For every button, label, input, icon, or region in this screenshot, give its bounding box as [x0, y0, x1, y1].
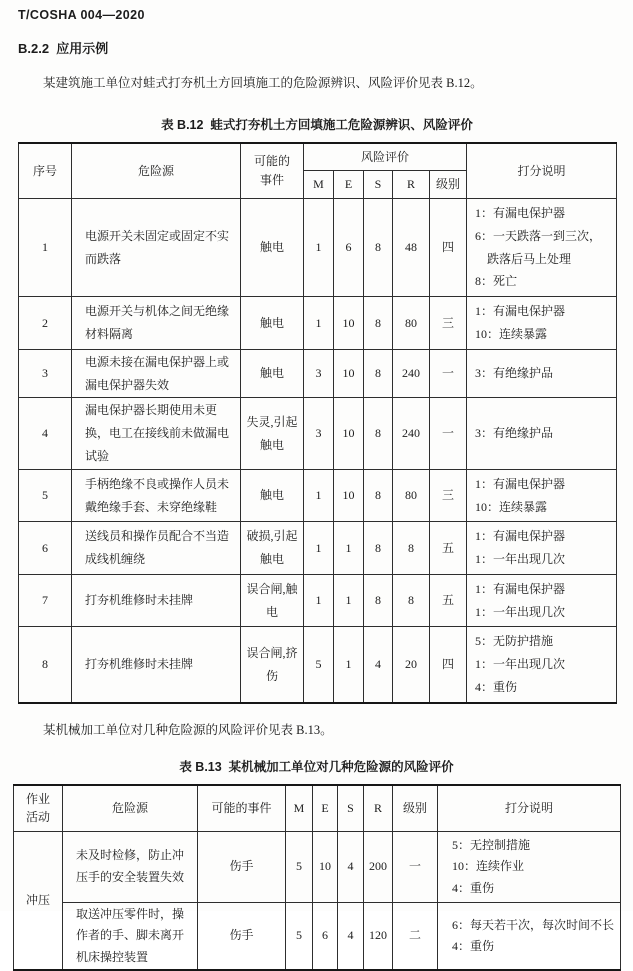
table-b12-row	[19, 469, 617, 522]
m-value-cell: 5	[286, 831, 313, 902]
s-value-cell: 8	[364, 574, 393, 627]
level-cell: 三	[430, 469, 467, 522]
table-b13-body	[14, 831, 621, 970]
r-value-cell: 20	[393, 627, 430, 703]
note-line: 10：连续暴露	[475, 499, 548, 514]
seq-cell: 8	[19, 627, 72, 703]
col-header-notes: 打分说明	[438, 785, 621, 832]
col-header-m: M	[286, 785, 313, 832]
col-header-hazard: 危险源	[72, 143, 241, 199]
m-value-cell: 1	[304, 574, 334, 627]
note-line: 4：重伤	[475, 680, 518, 695]
col-header-m: M	[304, 171, 334, 199]
seq-cell: 7	[19, 574, 72, 627]
event-cell: 误合闸,触电	[241, 574, 304, 627]
m-value-cell: 1	[304, 469, 334, 522]
level-cell: 一	[430, 398, 467, 469]
s-value-cell: 8	[364, 349, 393, 398]
col-header-r: R	[364, 785, 393, 832]
event-cell: 伤手	[198, 831, 286, 902]
table-b12-row	[19, 627, 617, 703]
notes-cell	[438, 902, 621, 970]
activity-cell: 冲压	[14, 831, 63, 970]
seq-cell: 2	[19, 297, 72, 350]
r-value-cell: 200	[364, 831, 393, 902]
note-line: 1：有漏电保护器	[475, 581, 566, 596]
note-line: 1：有漏电保护器	[475, 529, 566, 544]
event-cell: 触电	[241, 469, 304, 522]
note-line: 8：死亡	[475, 274, 518, 289]
col-header-event: 可能的事件	[198, 785, 286, 832]
level-cell: 二	[393, 902, 438, 970]
note-line: 3：有绝缘护品	[475, 426, 554, 441]
r-value-cell: 80	[393, 469, 430, 522]
col-header-e: E	[334, 171, 364, 199]
e-value-cell: 6	[334, 198, 364, 296]
table-b12-row	[19, 349, 617, 398]
note-line: 1：有漏电保护器	[475, 205, 566, 220]
note-line: 6：每天若干次，每次时间不长	[452, 917, 615, 932]
note-line: 4：重伤	[452, 880, 495, 895]
m-value-cell: 5	[286, 902, 313, 970]
e-value-cell: 1	[334, 574, 364, 627]
event-cell: 失灵,引起触电	[241, 398, 304, 469]
m-value-cell: 3	[304, 398, 334, 469]
hazard-cell: 漏电保护器长期使用未更换，电工在接线前未做漏电试验	[72, 398, 241, 469]
m-value-cell: 1	[304, 297, 334, 350]
table-b12	[18, 142, 617, 704]
note-line: 5：无防护措施	[475, 634, 554, 649]
e-value-cell: 10	[313, 831, 338, 902]
m-value-cell: 5	[304, 627, 334, 703]
table-b13-row	[14, 831, 621, 902]
note-line: 1：一年出现几次	[475, 552, 566, 567]
note-line: 1：有漏电保护器	[475, 476, 566, 491]
doc-number: T/COSHA 004—2020	[18, 8, 145, 22]
notes-cell	[467, 522, 617, 575]
col-header-risk-eval: 风险评价	[304, 143, 467, 171]
hazard-cell: 打夯机维修时未挂牌	[72, 574, 241, 627]
header-row	[19, 143, 617, 171]
hazard-cell: 电源开关未固定或固定不实而跌落	[72, 198, 241, 296]
hazard-cell: 手柄绝缘不良或操作人员未戴绝缘手套、未穿绝缘鞋	[72, 469, 241, 522]
event-cell: 破损,引起触电	[241, 522, 304, 575]
col-header-activity: 作业活动	[14, 785, 63, 832]
e-value-cell: 10	[334, 469, 364, 522]
note-line: 6：一天跌落一到三次，跌落后马上处理	[475, 228, 602, 266]
level-cell: 四	[430, 627, 467, 703]
r-value-cell: 8	[393, 522, 430, 575]
col-header-level: 级别	[430, 171, 467, 199]
table-b13	[13, 784, 621, 971]
e-value-cell: 1	[334, 522, 364, 575]
hazard-cell: 未及时检修，防止冲压手的安全装置失效	[63, 831, 198, 902]
seq-cell: 6	[19, 522, 72, 575]
note-line: 4：重伤	[452, 938, 495, 953]
notes-cell	[438, 831, 621, 902]
s-value-cell: 4	[338, 902, 364, 970]
col-header-e: E	[313, 785, 338, 832]
hazard-cell: 打夯机维修时未挂牌	[72, 627, 241, 703]
s-value-cell: 8	[364, 469, 393, 522]
m-value-cell: 1	[304, 198, 334, 296]
level-cell: 四	[430, 198, 467, 296]
note-line: 10：连续暴露	[475, 326, 548, 341]
col-header-hazard: 危险源	[63, 785, 198, 832]
note-line: 1：一年出现几次	[475, 604, 566, 619]
seq-cell: 4	[19, 398, 72, 469]
r-value-cell: 120	[364, 902, 393, 970]
seq-cell: 1	[19, 198, 72, 296]
level-cell: 一	[430, 349, 467, 398]
s-value-cell: 8	[364, 297, 393, 350]
header-row	[14, 785, 621, 832]
event-cell: 伤手	[198, 902, 286, 970]
event-cell: 触电	[241, 349, 304, 398]
s-value-cell: 4	[338, 831, 364, 902]
hazard-cell: 取送冲压零件时，操作者的手、脚未离开机床操控装置	[63, 902, 198, 970]
table-b13-header	[14, 785, 621, 832]
table-b12-caption: 表 B.12 蛙式打夯机土方回填施工危险源辨识、风险评价	[161, 117, 473, 132]
note-line: 5：无控制措施	[452, 837, 531, 852]
s-value-cell: 4	[364, 627, 393, 703]
col-header-r: R	[393, 171, 430, 199]
e-value-cell: 1	[334, 627, 364, 703]
note-line: 1：一年出现几次	[475, 657, 566, 672]
table-b12-header	[19, 143, 617, 199]
m-value-cell: 1	[304, 522, 334, 575]
notes-cell	[467, 198, 617, 296]
level-cell: 一	[393, 831, 438, 902]
table-b12-row	[19, 198, 617, 296]
r-value-cell: 240	[393, 398, 430, 469]
event-cell: 误合闸,挤伤	[241, 627, 304, 703]
seq-cell: 3	[19, 349, 72, 398]
s-value-cell: 8	[364, 522, 393, 575]
table-b12-row	[19, 574, 617, 627]
notes-cell	[467, 574, 617, 627]
notes-cell	[467, 627, 617, 703]
e-value-cell: 10	[334, 297, 364, 350]
intro-paragraph-b12: 某建筑施工单位对蛙式打夯机土方回填施工的危险源辨识、风险评价见表 B.12。	[43, 76, 483, 90]
table-b13-caption: 表 B.13 某机械加工单位对几种危险源的风险评价	[179, 759, 454, 774]
m-value-cell: 3	[304, 349, 334, 398]
col-header-level: 级别	[393, 785, 438, 832]
notes-cell	[467, 297, 617, 350]
level-cell: 五	[430, 522, 467, 575]
r-value-cell: 80	[393, 297, 430, 350]
e-value-cell: 10	[334, 398, 364, 469]
r-value-cell: 8	[393, 574, 430, 627]
table-b12-row	[19, 297, 617, 350]
r-value-cell: 240	[393, 349, 430, 398]
e-value-cell: 10	[334, 349, 364, 398]
seq-cell: 5	[19, 469, 72, 522]
hazard-cell: 送线员和操作员配合不当造成线机缠绕	[72, 522, 241, 575]
level-cell: 三	[430, 297, 467, 350]
section-heading: B.2.2 应用示例	[18, 41, 109, 56]
note-line: 1：有漏电保护器	[475, 304, 566, 319]
notes-cell	[467, 469, 617, 522]
table-b12-row	[19, 522, 617, 575]
col-header-notes: 打分说明	[467, 143, 617, 199]
s-value-cell: 8	[364, 198, 393, 296]
table-b12-body	[19, 198, 617, 702]
note-line: 10：连续作业	[452, 859, 525, 874]
event-cell: 触电	[241, 297, 304, 350]
event-cell: 触电	[241, 198, 304, 296]
col-header-s: S	[364, 171, 393, 199]
table-b12-row	[19, 398, 617, 469]
intro-paragraph-b13: 某机械加工单位对几种危险源的风险评价见表 B.13。	[43, 722, 333, 737]
notes-cell	[467, 349, 617, 398]
col-header-seq: 序号	[19, 143, 72, 199]
s-value-cell: 8	[364, 398, 393, 469]
e-value-cell: 6	[313, 902, 338, 970]
notes-cell	[467, 398, 617, 469]
hazard-cell: 电源未接在漏电保护器上或漏电保护器失效	[72, 349, 241, 398]
level-cell: 五	[430, 574, 467, 627]
hazard-cell: 电源开关与机体之间无绝缘材料隔离	[72, 297, 241, 350]
r-value-cell: 48	[393, 198, 430, 296]
note-line: 3：有绝缘护品	[475, 366, 554, 381]
col-header-s: S	[338, 785, 364, 832]
col-header-event: 可能的事件	[241, 143, 304, 199]
table-b13-row	[14, 902, 621, 970]
